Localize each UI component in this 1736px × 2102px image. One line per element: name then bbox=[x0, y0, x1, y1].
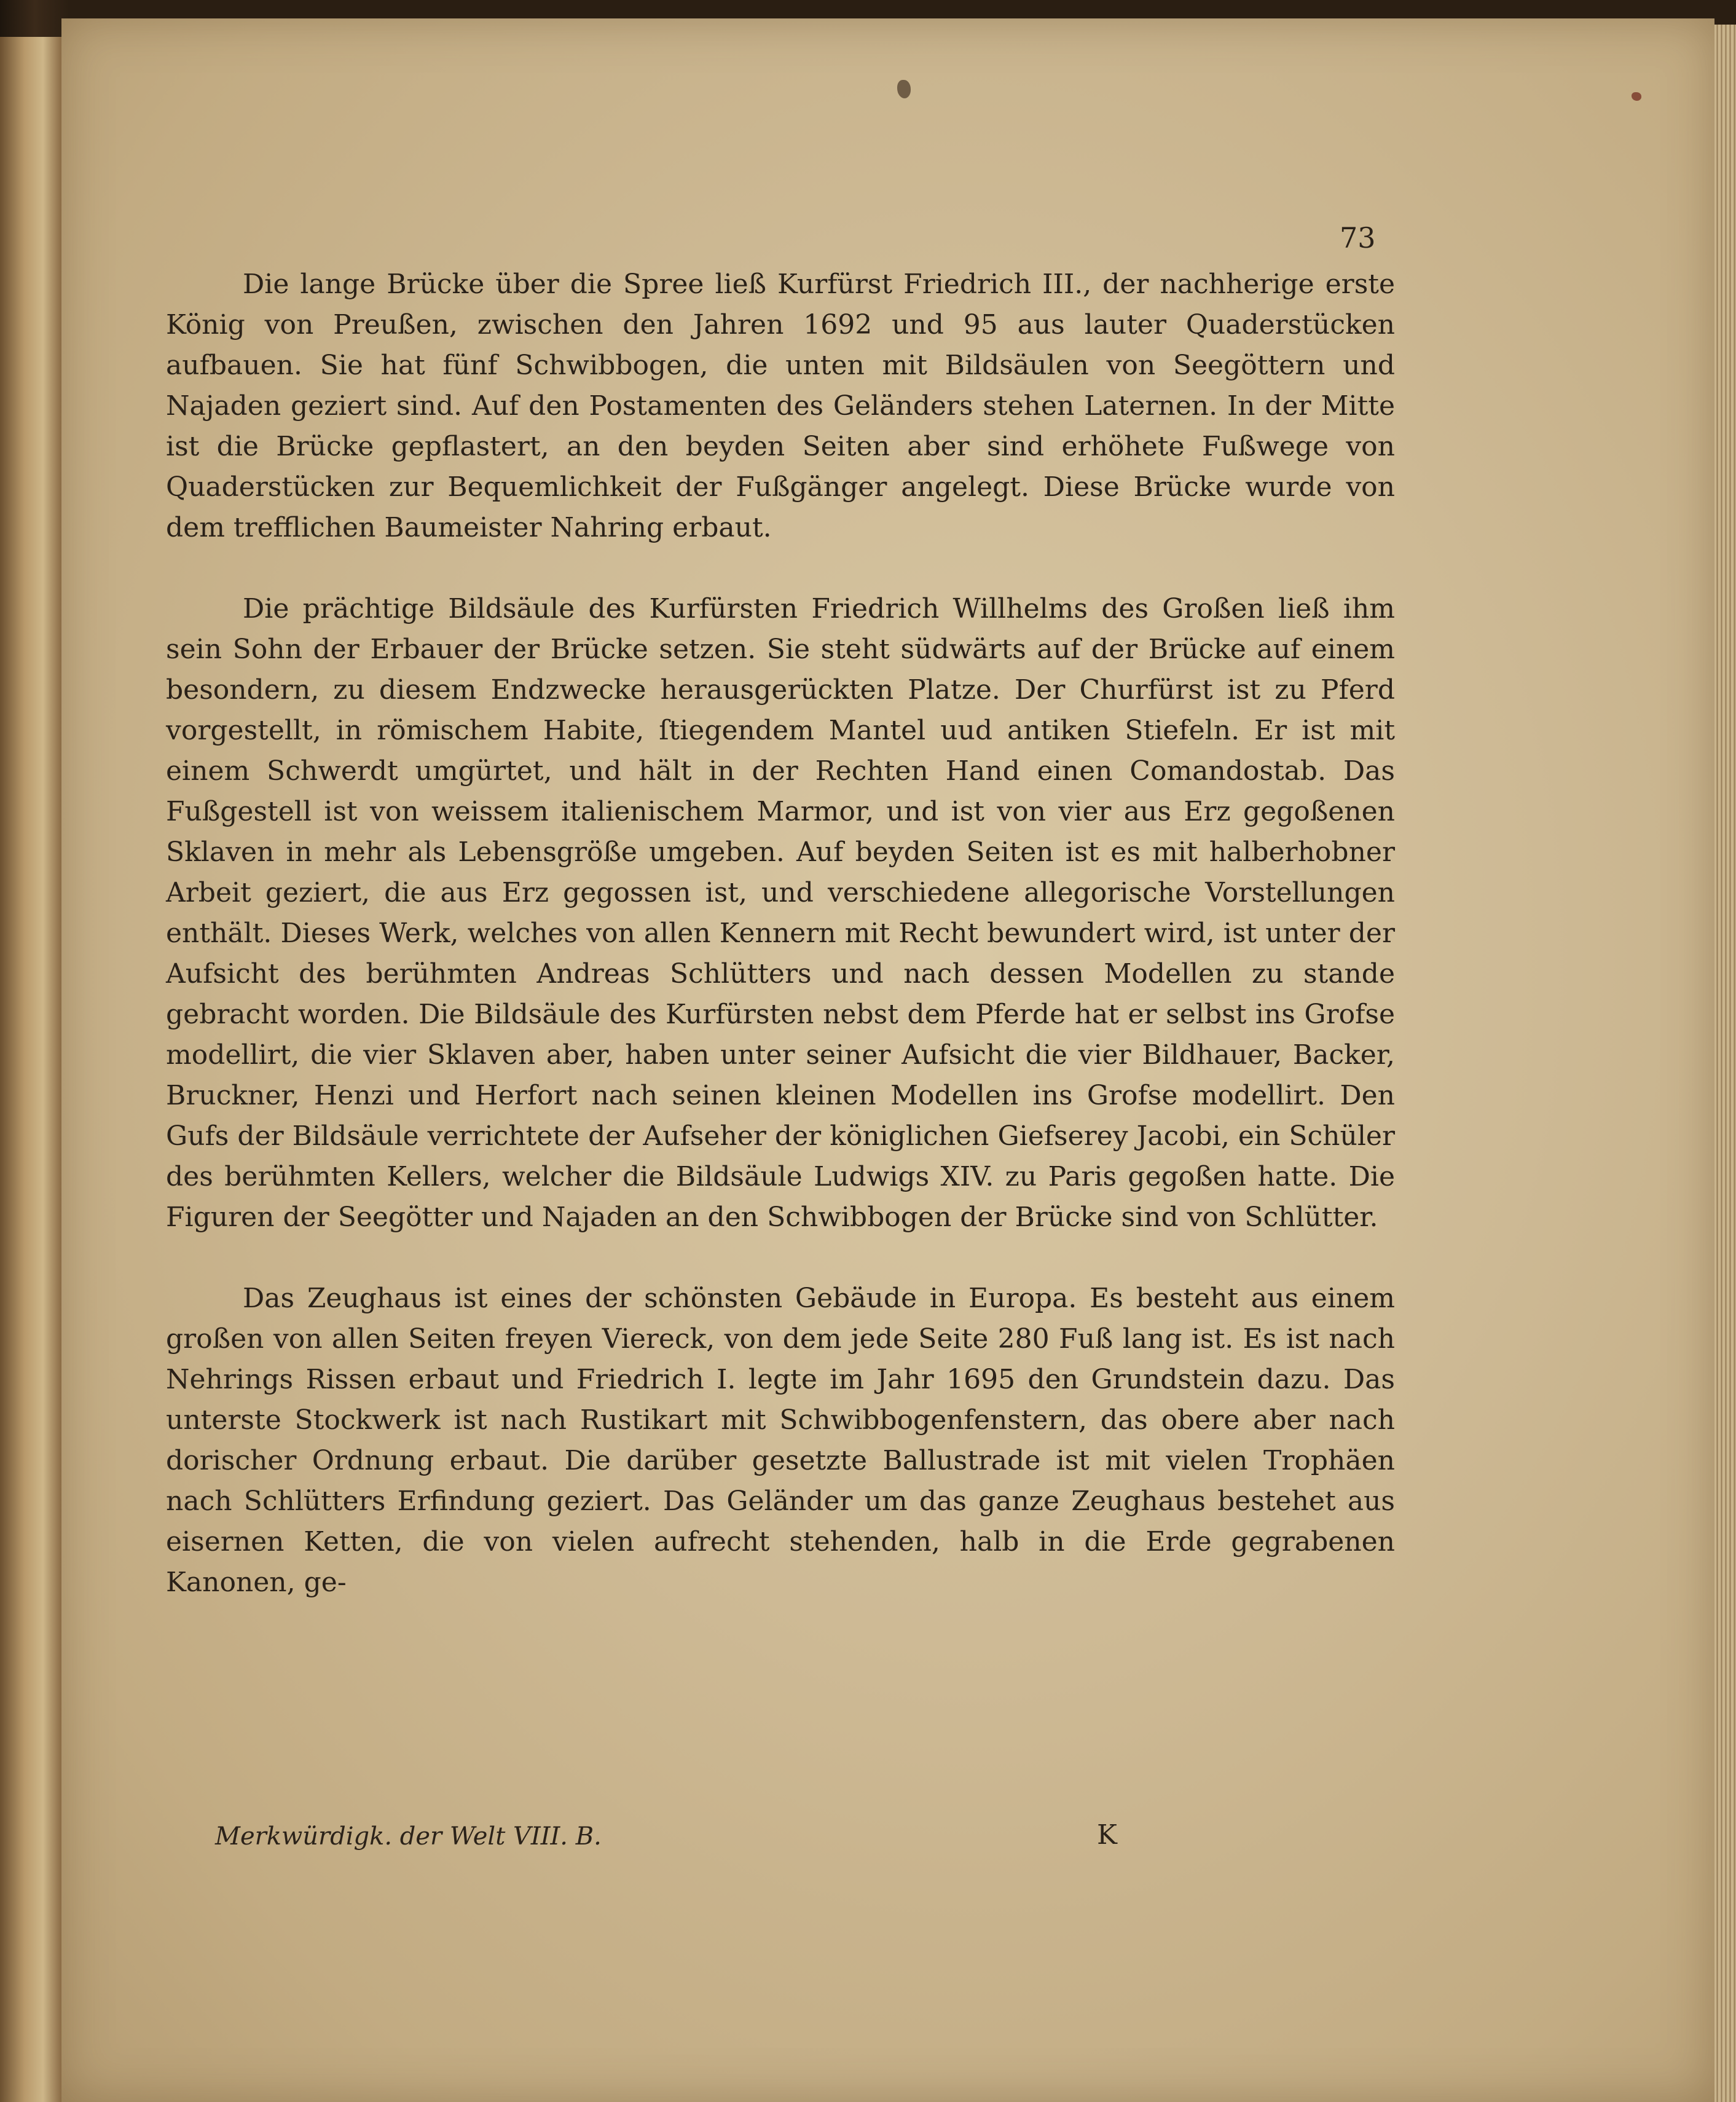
footer-signature: Merkwürdigk. der Welt VIII. B. bbox=[215, 1822, 602, 1851]
text-block bbox=[166, 264, 1395, 1603]
paragraph-arsenal: Das Zeughaus ist eines der schönsten Gebäude in Europa. Es besteht aus einem großen von allen Seiten freyen Viereck, von dem jede Seite 280 Fuß lang ist. Es ist nach Nehrings Rissen erbaut und Friedrich I. legte im Jahr 1695 den Grundstein dazu. Das unterste Stockwerk ist nach Rustikart mit Schwibbogenfenstern, das obere aber nach dorischer Ordnung erbaut. Die darüber gesetzte Ballustrade ist mit vielen Trophäen nach Schlütters Erfindung geziert. Das Geländer um das ganze Zeughaus bestehet aus eisernen Ketten, die von vielen aufrecht stehenden, halb in die Erde gegrabenen Kanonen, ge- bbox=[166, 1283, 1395, 1598]
paragraph-statue: Die prächtige Bildsäule des Kurfürsten Friedrich Willhelms des Großen ließ ihm sein Sohn der Erbauer der Brücke setzen. Sie steht südwärts auf der Brücke auf einem besondern, zu diesem Endzwecke herausgerückten Platze. Der Churfürst ist zu Pferd vorgestellt, in römischem Habite, ſtiegendem Mantel uud antiken Stiefeln. Er ist mit einem Schwerdt umgürtet, und hält in der Rechten Hand einen Comandostab. Das Fußgestell ist von weissem italienischem Marmor, und ist von vier aus Erz gegoßenen Sklaven in mehr als Lebensgröße umgeben. Auf beyden Seiten ist es mit halberhobner Arbeit geziert, die aus Erz gegossen ist, und verschiedene allegorische Vorstellungen enthält. Dieses Werk, welches von allen Kennern mit Recht bewundert wird, ist unter der Aufsicht des berühmten Andreas Schlütters und nach dessen Modellen zu stande gebracht worden. Die Bildsäule des Kurfürsten nebst dem Pferde hat er selbst ins Grofse modellirt, die vier Sklaven aber, haben unter seiner Aufsicht die vier Bildhauer, Backer, Bruckner, Henzi und Herfort nach seinen kleinen Modellen ins Grofse modellirt. Den Gufs der Bildsäule verrichtete der Aufseher der königlichen Giefserey Jacobi, ein Schüler des berühmten Kellers, welcher die Bildsäule Ludwigs XIV. zu Paris gegoßen hatte. Die Figuren der Seegötter und Najaden an den Schwibbogen der Brücke sind von Schlütter. bbox=[166, 593, 1395, 1233]
page-number: 73 bbox=[1340, 221, 1376, 254]
ink-blot bbox=[1632, 92, 1641, 101]
footer-signature-mark: K bbox=[1097, 1819, 1117, 1851]
ink-blot bbox=[897, 80, 911, 98]
paragraph-bridge: Die lange Brücke über die Spree ließ Kurfürst Friedrich III., der nachherige erste König von Preußen, zwischen den Jahren 1692 und 95 aus lauter Quaderstücken aufbauen. Sie hat fünf Schwibbogen, die unten mit Bildsäulen von Seegöttern und Najaden geziert sind. Auf den Postamenten des Geländers stehen Laternen. In der Mitte ist die Brücke gepflastert, an den beyden Seiten aber sind erhöhete Fußwege von Quaderstücken zur Bequemlichkeit der Fußgänger angelegt. Diese Brücke wurde von dem trefflichen Baumeister Nahring erbaut. bbox=[166, 269, 1395, 543]
left-page-edge bbox=[0, 37, 65, 2102]
